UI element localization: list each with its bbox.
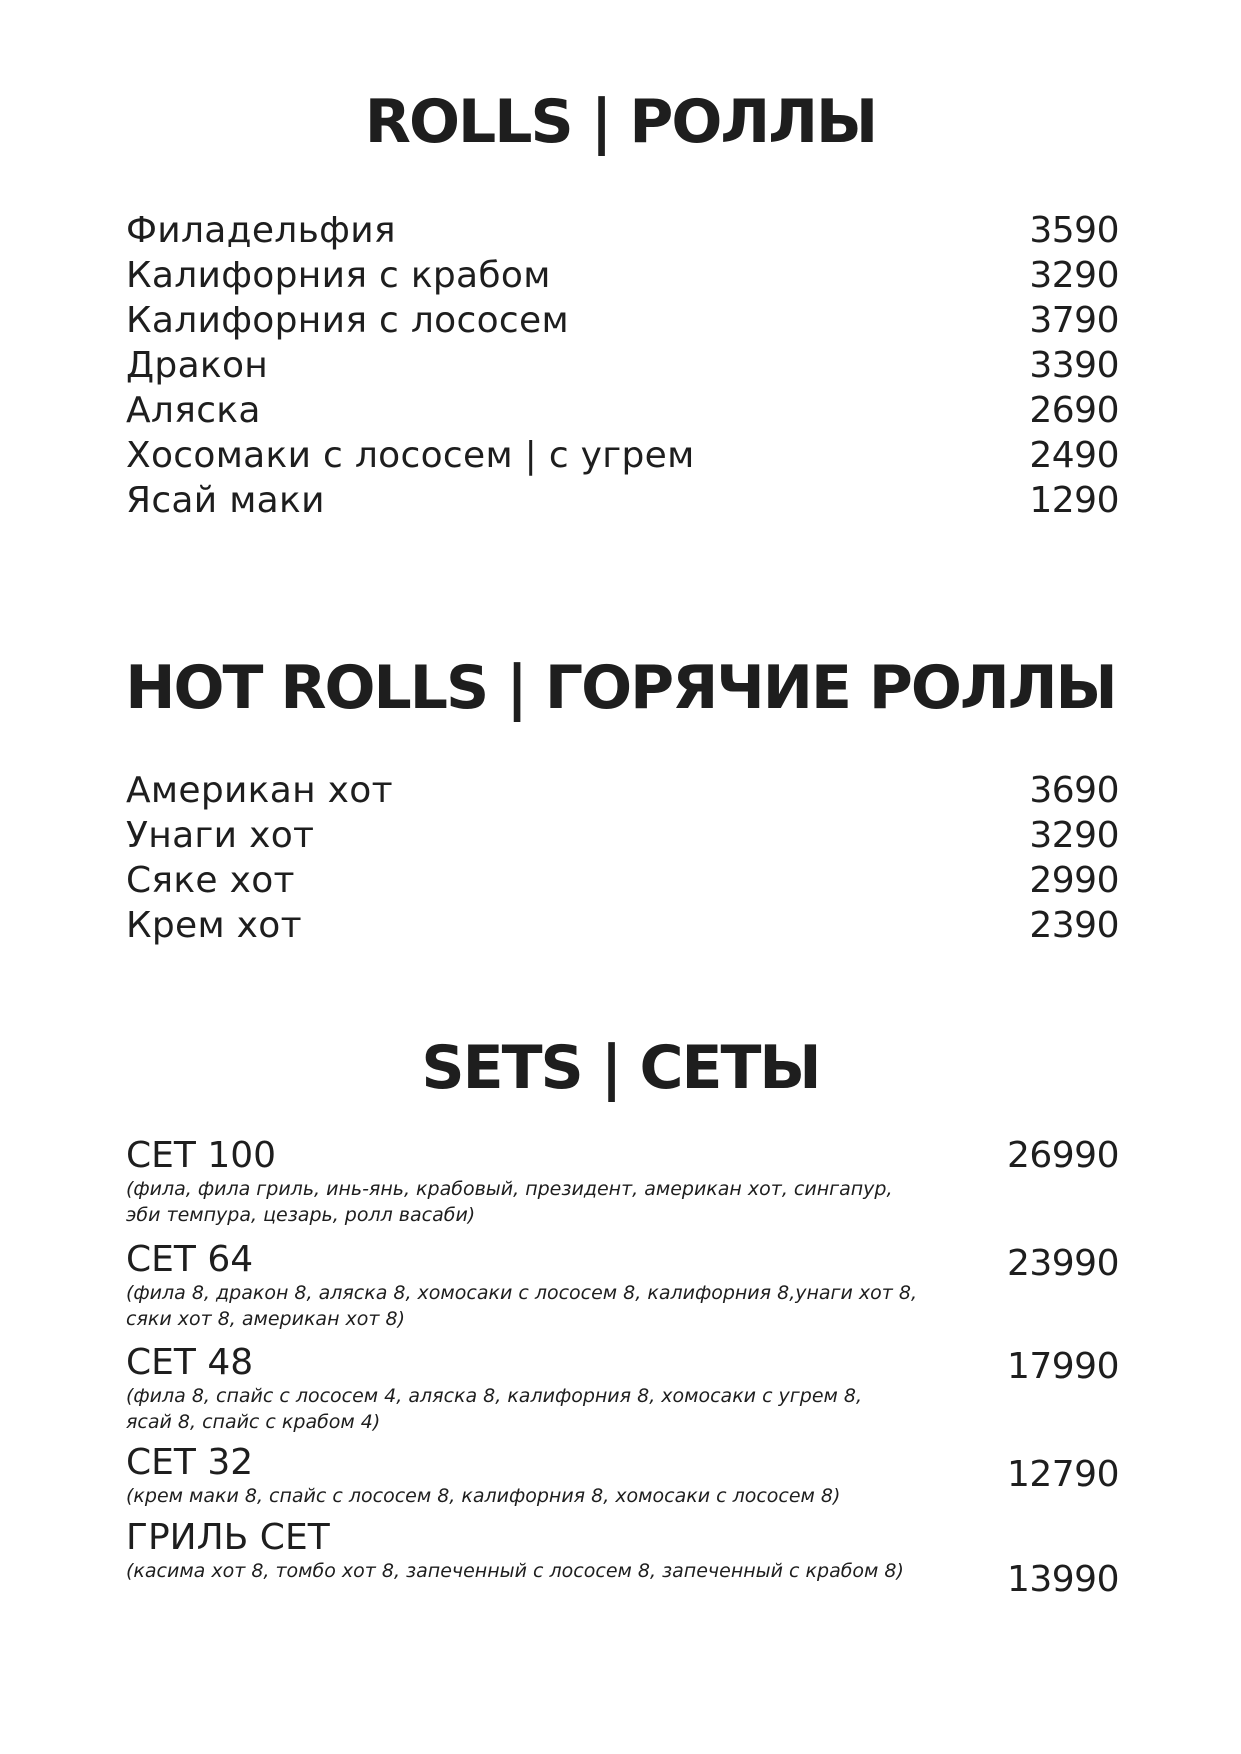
set-price: 17990 [1006, 1346, 1119, 1387]
item-price: 3690 [1029, 770, 1119, 811]
item-price: 3790 [1029, 300, 1119, 341]
item-price: 3290 [1029, 815, 1119, 856]
item-name: Калифорния с лососем [126, 300, 569, 341]
set-item [126, 1443, 1119, 1509]
item-price: 3290 [1029, 255, 1119, 296]
set-name: СЕТ 32 [126, 1442, 254, 1483]
set-price: 26990 [1006, 1135, 1119, 1176]
set-item [126, 1240, 1119, 1332]
item-price: 3590 [1029, 210, 1119, 251]
rolls-list [126, 208, 1119, 523]
menu-item [126, 343, 1119, 388]
item-price: 2690 [1029, 390, 1119, 431]
item-price: 2490 [1029, 435, 1119, 476]
item-price: 3390 [1029, 345, 1119, 386]
menu-item [126, 253, 1119, 298]
hot-rolls-section-title: HOT ROLLS | ГОРЯЧИЕ РОЛЛЫ [125, 653, 1116, 723]
menu-item [126, 858, 1119, 903]
set-description: (касима хот 8, томбо хот 8, запеченный с лососем 8, запеченный с крабом 8) [126, 1560, 904, 1582]
item-price: 2990 [1029, 860, 1119, 901]
menu-item [126, 433, 1119, 478]
set-price: 23990 [1006, 1243, 1119, 1284]
menu-item [126, 903, 1119, 948]
set-price: 12790 [1006, 1454, 1119, 1495]
menu-item [126, 298, 1119, 343]
hot-rolls-list [126, 768, 1119, 948]
item-price: 2390 [1029, 905, 1119, 946]
item-name: Калифорния с крабом [126, 255, 551, 296]
item-name: Дракон [126, 345, 269, 386]
item-price: 1290 [1029, 480, 1119, 521]
rolls-section-title: ROLLS | РОЛЛЫ [364, 87, 877, 157]
item-name: Сяке хот [126, 860, 295, 901]
menu-item [126, 208, 1119, 253]
set-item [126, 1343, 1119, 1435]
item-name: Филадельфия [126, 210, 396, 251]
set-price: 13990 [1006, 1559, 1119, 1600]
set-description: (фила, фила гриль, инь-янь, крабовый, президент, американ хот, сингапур, эби темпура, цезарь, ролл васаби) [126, 1178, 893, 1226]
item-name: Хосомаки с лососем | с угрем [126, 435, 695, 476]
item-name: Унаги хот [126, 815, 315, 856]
set-name: ГРИЛЬ СЕТ [126, 1517, 330, 1558]
menu-item [126, 478, 1119, 523]
set-item [126, 1517, 1119, 1600]
item-name: Аляска [126, 390, 261, 431]
set-description: (крем маки 8, спайс с лососем 8, калифорния 8, хомосаки с лососем 8) [126, 1485, 841, 1507]
sets-section-title: SETS | СЕТЫ [421, 1033, 820, 1103]
set-name: СЕТ 64 [126, 1239, 254, 1280]
menu-item [126, 388, 1119, 433]
menu-item [126, 768, 1119, 813]
menu-item [126, 813, 1119, 858]
set-description: (фила 8, дракон 8, аляска 8, хомосаки с лососем 8, калифорния 8,унаги хот 8, сяки хот 8, американ хот 8) [126, 1282, 918, 1330]
set-item [126, 1136, 1119, 1228]
set-name: СЕТ 100 [126, 1135, 277, 1176]
item-name: Американ хот [126, 770, 393, 811]
set-name: СЕТ 48 [126, 1342, 254, 1383]
item-name: Ясай маки [126, 480, 325, 521]
item-name: Крем хот [126, 905, 302, 946]
set-description: (фила 8, спайс с лососем 4, аляска 8, калифорния 8, хомосаки с угрем 8, ясай 8, спайс с крабом 4) [126, 1385, 863, 1433]
